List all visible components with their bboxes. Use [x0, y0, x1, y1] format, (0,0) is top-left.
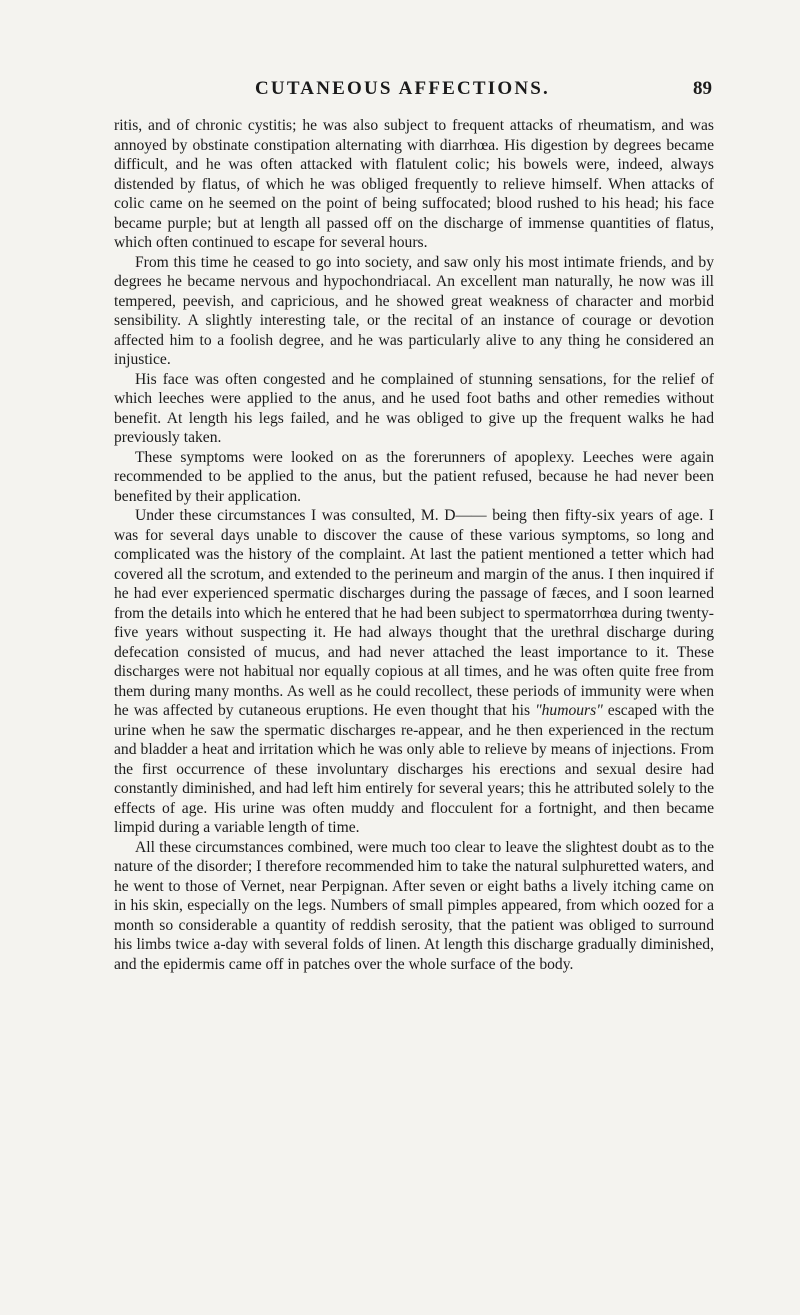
paragraph-5	[114, 506, 714, 838]
paragraph-6: All these circumstances combined, were much too clear to leave the slightest doubt as to the nature of the disorder; I therefore recommended him to take the natural sulphuretted waters, and he went to those of Vernet, near Perpignan. After seven or eight baths a lively itching came on in his skin, especially on the legs. Numbers of small pimples appeared, from which oozed for a month so considerable a quantity of reddish serosity, that the patient was obliged to surround his limbs twice a-day with several folds of linen. At length this discharge gradually diminished, and the epidermis came off in patches over the whole surface of the body.	[114, 838, 714, 973]
running-title: CUTANEOUS AFFECTIONS.	[255, 78, 550, 99]
paragraph-5-continued: escaped with the urine when he saw the spermatic discharges re-appear, and he then experienced in the rectum and bladder a heat and irritation which he was only able to relieve by means of injections. From the first occurrence of these involuntary discharges his erections and sexual desire had constantly diminished, and had left him entirely for several years; this he attributed solely to the effects of age. His urine was often muddy and flocculent for a fortnight, and then became limpid during a variable length of time.	[114, 702, 714, 836]
running-head	[255, 78, 712, 100]
humours-italic: "humours"	[535, 702, 603, 719]
paragraph-4: These symptoms were looked on as the forerunners of apoplexy. Leeches were again recommended to be applied to the anus, but the patient refused, because he had never been benefited by their application.	[114, 448, 714, 505]
paragraph-1: ritis, and of chronic cystitis; he was also subject to frequent attacks of rheumatism, and was annoyed by obstinate constipation alternating with diarrhœa. His digestion by degrees became difficult, and he was often attacked with flatulent colic; his bowels were, indeed, always distended by flatus, of which he was obliged frequently to relieve himself. When attacks of colic came on he seemed on the point of being suffocated; blood rushed to his head; his face became purple; but at length all passed off on the discharge of immense quantities of flatus, which often continued to escape for several hours.	[114, 117, 714, 251]
paragraph-2: From this time he ceased to go into society, and saw only his most intimate friends, and by degrees he became nervous and hypochondriacal. An excellent man naturally, he now was ill tempered, peevish, and capricious, and he showed great weakness of character and morbid sensibility. A slightly interesting tale, or the recital of an instance of courage or devotion affected him to a foolish degree, and he was particularly alive to any thing he considered an injustice.	[114, 253, 714, 368]
paragraph-3: His face was often congested and he complained of stunning sensations, for the relief of which leeches were applied to the anus, and he used foot baths and other remedies without benefit. At length his legs failed, and he was obliged to give up the frequent walks he had previously taken.	[114, 370, 714, 446]
body-text	[114, 116, 714, 974]
page-number: 89	[693, 78, 712, 99]
paragraph-5-text: Under these circumstances I was consulted, M. D—— being then fifty-six years of age. I was for several days unable to discover the cause of these various symptoms, so long and complicated was the history of the complaint. At last the patient mentioned a tetter which had covered all the scrotum, and extended to the perineum and margin of the anus. I then inquired if he had ever experienced spermatic discharges during the passage of fæces, and I soon learned from the details into which he entered that he had been subject to spermatorrhœa during twenty-five years without suspecting it. He had always thought that the urethral discharge during defecation consisted of mucus, and had never attached the least importance to it. These discharges were not habitual nor equally copious at all times, and he was often quite free from them during many months. As well as he could recollect, these periods of immunity were when he was affected by cutaneous eruptions. He even thought that his	[114, 507, 714, 719]
